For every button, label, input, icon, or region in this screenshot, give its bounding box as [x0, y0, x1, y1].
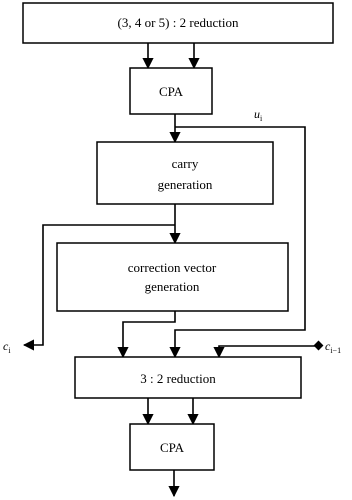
block-correction-vector-line1: correction vector: [127, 260, 217, 275]
block-carry-generation-line1: carry: [171, 156, 199, 171]
block-cpa-bottom-label: CPA: [159, 440, 185, 455]
wire-correction-to-reduction: [123, 311, 175, 357]
block-reduction-top: [23, 3, 333, 43]
block-carry-generation: [97, 142, 273, 204]
block-carry-generation-line2: generation: [157, 177, 213, 192]
block-cpa-top-label: CPA: [158, 84, 184, 99]
block-correction-vector: [57, 243, 288, 311]
signal-c-i-minus-1-label: $c_{i-1}$: [325, 339, 342, 355]
block-correction-vector-line2: generation: [144, 279, 200, 294]
block-reduction-bottom-label: 3 : 2 reduction: [140, 371, 216, 386]
block-reduction-bottom: [75, 357, 301, 398]
wire-c-i-minus-1-input: [219, 346, 318, 357]
block-cpa-bottom: [130, 424, 214, 470]
block-cpa-top: [130, 68, 212, 114]
c-i-minus-1-diamond: [314, 341, 324, 351]
signal-u-i-label: $u_i$: [254, 107, 263, 123]
signal-c-i-label: $c_i$: [3, 339, 11, 355]
block-reduction-top-label: (3, 4 or 5) : 2 reduction: [117, 15, 239, 30]
